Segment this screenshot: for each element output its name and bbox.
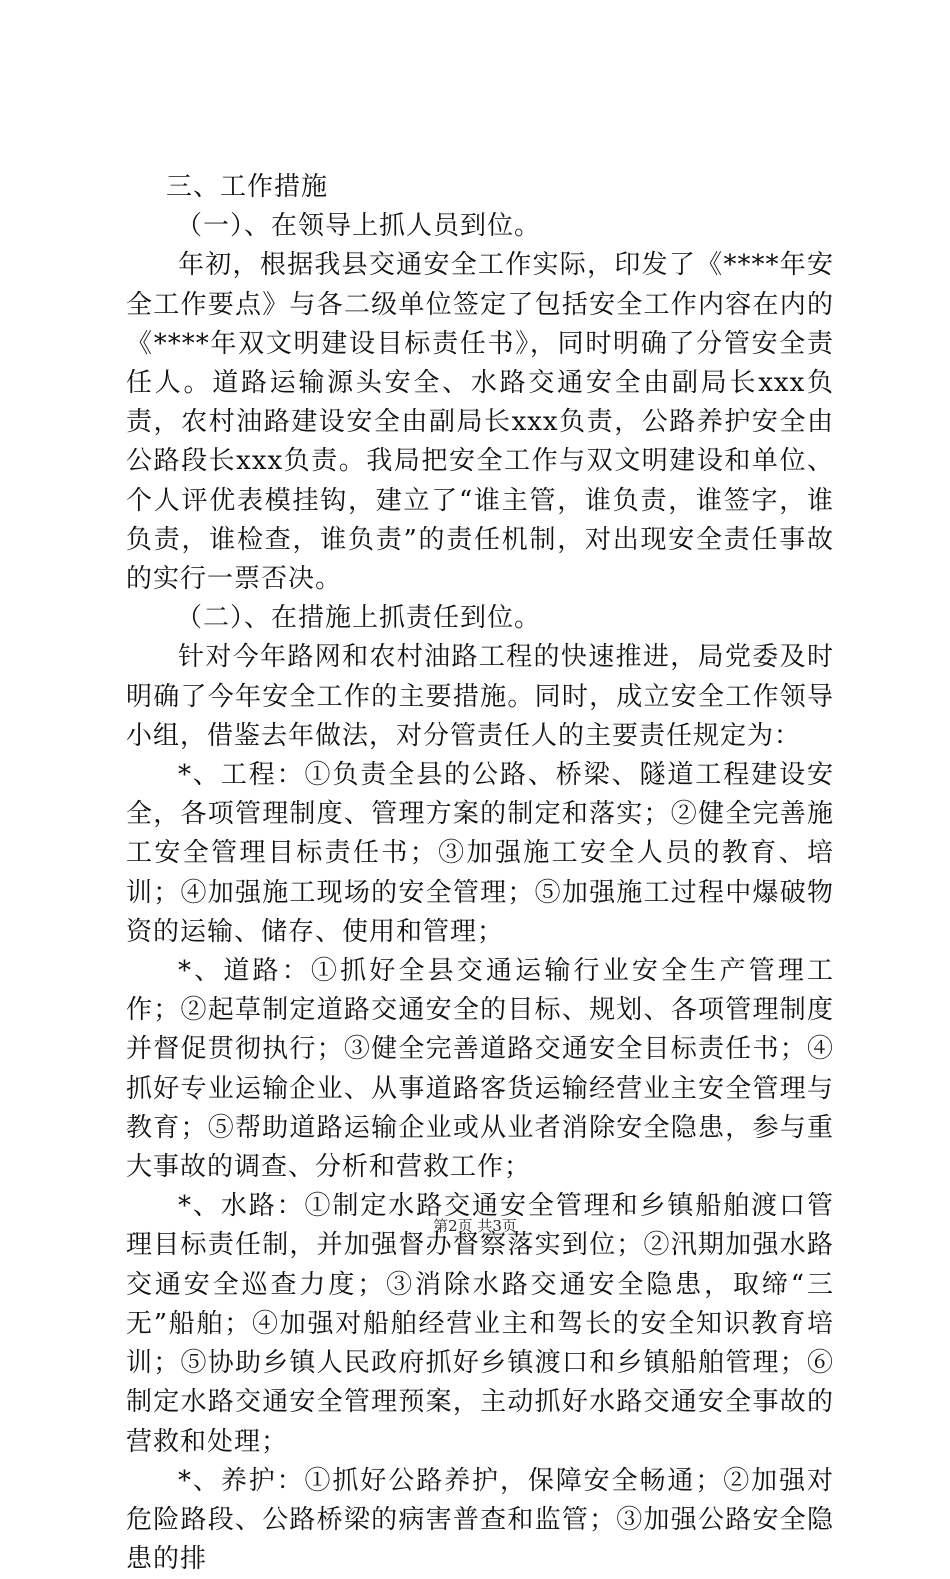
item-engineering: *、工程：①负责全县的公路、桥梁、隧道工程建设安全，各项管理制度、管理方案的制定和落实；②健全完善施工安全管理目标责任书；③加强施工安全人员的教育、培训；④加强施工现场的安全管理；⑤加强施工过程中爆破物资的运输、储存、使用和管理； [126, 760, 834, 947]
subsection-heading-2: （二）、在措施上抓责任到位。 [176, 603, 542, 634]
section-heading: 三、工作措施 [166, 172, 329, 202]
paragraph-leadership: 年初，根据我县交通安全工作实际，印发了《****年安全工作要点》与各二级单位签定了包括安全工作内容在内的《****年双文明建设目标责任书》，同时明确了分管安全责任人。道路运输源头安全、水路交通安全由副局长xxx负责，农村油路建设安全由副局长xxx负责，公路养护安全由公路段长xxx负责。我局把安全工作与双文明建设和单位、个人评优表模挂钩，建立了“谁主管，谁负责，谁签字，谁负责，谁检查，谁负责”的责任机制，对出现安全责任事故的实行一票否决。 [126, 250, 834, 595]
subsection-heading-1: （一）、在领导上抓人员到位。 [176, 211, 542, 242]
document-body [126, 168, 834, 1579]
paragraph-measures: 针对今年路网和农村油路工程的快速推进，局党委及时明确了今年安全工作的主要措施。同时，成立安全工作领导小组，借鉴去年做法，对分管责任人的主要责任规定为： [126, 642, 834, 751]
item-road: *、道路：①抓好全县交通运输行业安全生产管理工作；②起草制定道路交通安全的目标、规划、各项管理制度并督促贯彻执行；③健全完善道路交通安全目标责任书；④抓好专业运输企业、从事道路客货运输经营业主安全管理与教育；⑤帮助道路运输企业或从业者消除安全隐患，参与重大事故的调查、分析和营救工作； [126, 956, 834, 1183]
page-footer: 第2页 共3页 [433, 1217, 517, 1235]
item-maintenance: *、养护：①抓好公路养护，保障安全畅通；②加强对危险路段、公路桥梁的病害普查和监管；③加强公路安全隐患的排 [126, 1465, 834, 1575]
item-waterway: *、水路：①制定水路交通安全管理和乡镇船舶渡口管理目标责任制，并加强督办督察落实到位；②汛期加强水路交通安全巡查力度；③消除水路交通安全隐患，取缔“三无”船舶；④加强对船舶经营业主和驾长的安全知识教育培训；⑤协助乡镇人民政府抓好乡镇渡口和乡镇船舶管理；⑥制定水路交通安全管理预案，主动抓好水路交通安全事故的营救和处理； [126, 1191, 834, 1457]
